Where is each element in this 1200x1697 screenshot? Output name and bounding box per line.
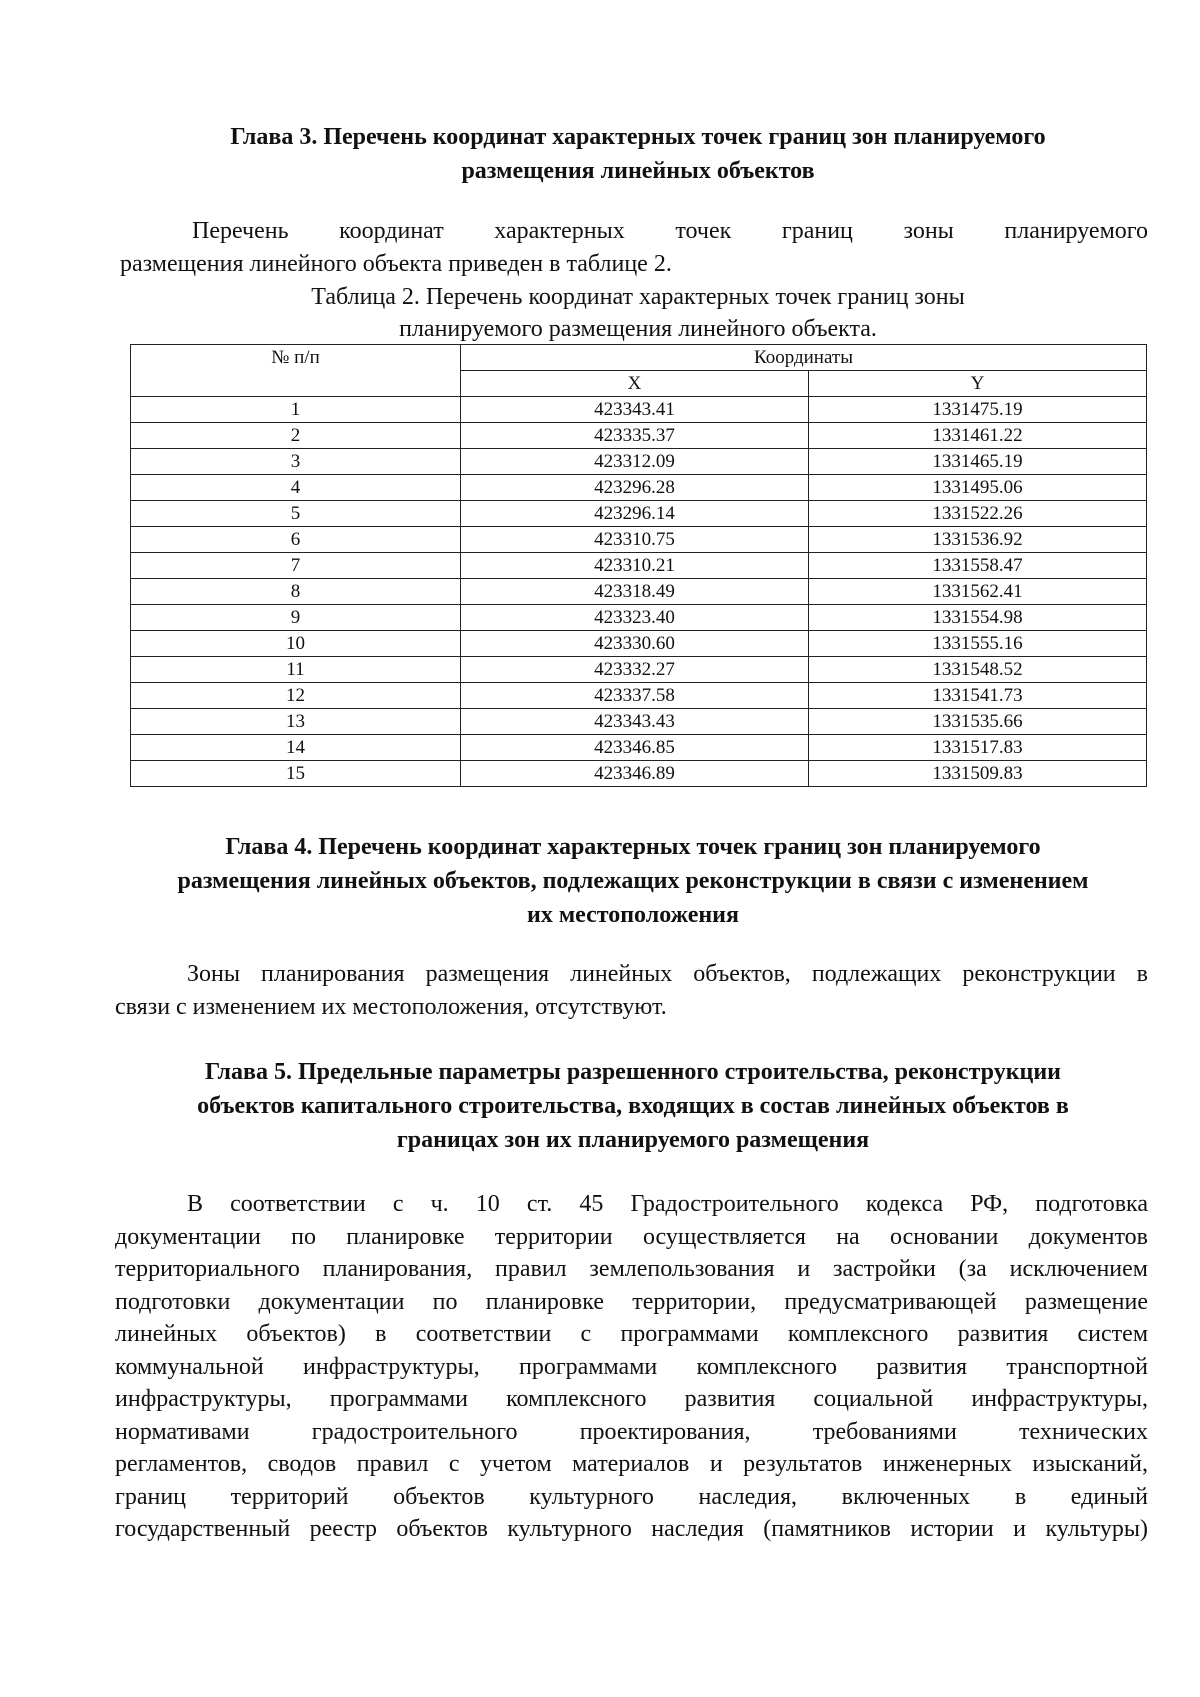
chapter-4-text — [115, 958, 1148, 1024]
chapter-4-heading-line: Глава 4. Перечень координат характерных точек границ зон планируемого — [225, 834, 1041, 860]
table-row — [131, 631, 1147, 657]
chapter-5-text — [115, 1188, 1148, 1546]
chapter-3-heading — [130, 120, 1146, 188]
chapter-4-text-line: Зоны планирования размещения линейных объектов, подлежащих реконструкции в — [187, 961, 1148, 987]
cell-number: 10 — [131, 631, 461, 657]
column-header-coordinates: Координаты — [461, 345, 1147, 371]
cell-number: 1 — [131, 397, 461, 423]
cell-number: 11 — [131, 657, 461, 683]
chapter-5-heading-line: объектов капитального строительства, входящих в состав линейных объектов в — [197, 1093, 1069, 1119]
cell-y: 1331548.52 — [809, 657, 1147, 683]
cell-number: 3 — [131, 449, 461, 475]
chapter-5-heading — [110, 1055, 1156, 1157]
chapter-3-intro-line: размещения линейного объекта приведен в таблице 2. — [120, 251, 672, 277]
cell-x: 423318.49 — [461, 579, 809, 605]
chapter-5-text-line: границ территорий объектов культурного наследия, включенных в единый — [115, 1483, 1148, 1510]
table-2-caption-line: Таблица 2. Перечень координат характерных точек границ зоны — [311, 284, 965, 310]
table-row — [131, 553, 1147, 579]
cell-x: 423310.75 — [461, 527, 809, 553]
chapter-5-text-line: подготовки документации по планировке территории, предусматривающей размещение — [115, 1288, 1148, 1315]
column-header-x: X — [461, 371, 809, 397]
chapter-5-text-line: В соответствии с ч. 10 ст. 45 Градостроительного кодекса РФ, подготовка — [187, 1191, 1148, 1217]
cell-x: 423296.14 — [461, 501, 809, 527]
cell-x: 423337.58 — [461, 683, 809, 709]
cell-y: 1331558.47 — [809, 553, 1147, 579]
cell-y: 1331461.22 — [809, 423, 1147, 449]
cell-x: 423335.37 — [461, 423, 809, 449]
chapter-4-heading-line: размещения линейных объектов, подлежащих реконструкции в связи с изменением — [177, 868, 1089, 894]
cell-number: 15 — [131, 761, 461, 787]
cell-y: 1331535.66 — [809, 709, 1147, 735]
table-row — [131, 397, 1147, 423]
cell-x: 423330.60 — [461, 631, 809, 657]
chapter-5-text-line: линейных объектов) в соответствии с программами комплексного развития систем — [115, 1321, 1148, 1347]
table-row — [131, 683, 1147, 709]
table-row — [131, 605, 1147, 631]
cell-y: 1331522.26 — [809, 501, 1147, 527]
table-header-row — [131, 345, 1147, 371]
cell-x: 423296.28 — [461, 475, 809, 501]
cell-y: 1331555.16 — [809, 631, 1147, 657]
table-row — [131, 475, 1147, 501]
cell-number: 4 — [131, 475, 461, 501]
cell-y: 1331465.19 — [809, 449, 1147, 475]
cell-number: 13 — [131, 709, 461, 735]
chapter-5-heading-line: Глава 5. Предельные параметры разрешенного строительства, реконструкции — [204, 1059, 1062, 1085]
chapter-5-heading-line: границах зон их планируемого размещения — [396, 1127, 870, 1153]
cell-number: 5 — [131, 501, 461, 527]
cell-number: 14 — [131, 735, 461, 761]
table-row — [131, 735, 1147, 761]
chapter-4-heading — [110, 830, 1156, 932]
table-row — [131, 449, 1147, 475]
chapter-5-text-line: инфраструктуры, программами комплексного развития социальной инфраструктуры, — [115, 1386, 1148, 1412]
chapter-3-intro — [120, 215, 1148, 281]
table-row — [131, 761, 1147, 787]
cell-y: 1331562.41 — [809, 579, 1147, 605]
table-row — [131, 423, 1147, 449]
chapter-5-text-line: документации по планировке территории осуществляется на основании документов — [115, 1223, 1148, 1250]
cell-x: 423346.89 — [461, 761, 809, 787]
cell-y: 1331541.73 — [809, 683, 1147, 709]
cell-x: 423346.85 — [461, 735, 809, 761]
cell-y: 1331495.06 — [809, 475, 1147, 501]
cell-x: 423310.21 — [461, 553, 809, 579]
chapter-5-text-line: государственный реестр объектов культурного наследия (памятников истории и культуры) — [115, 1516, 1148, 1542]
cell-number: 8 — [131, 579, 461, 605]
chapter-3-heading-line: размещения линейных объектов — [461, 158, 815, 184]
table-row — [131, 527, 1147, 553]
table-row — [131, 709, 1147, 735]
table-row — [131, 501, 1147, 527]
chapter-4-heading-line: их местоположения — [526, 902, 739, 928]
cell-x: 423323.40 — [461, 605, 809, 631]
cell-number: 12 — [131, 683, 461, 709]
cell-number: 9 — [131, 605, 461, 631]
coordinates-table — [130, 344, 1147, 787]
cell-number: 6 — [131, 527, 461, 553]
chapter-4-text-line: связи с изменением их местоположения, отсутствуют. — [115, 994, 667, 1020]
coordinates-table-body — [131, 397, 1147, 787]
cell-x: 423312.09 — [461, 449, 809, 475]
chapter-5-text-line: регламентов, сводов правил с учетом материалов и результатов инженерных изысканий, — [115, 1451, 1148, 1477]
cell-x: 423343.43 — [461, 709, 809, 735]
cell-x: 423332.27 — [461, 657, 809, 683]
table-row — [131, 579, 1147, 605]
cell-number: 7 — [131, 553, 461, 579]
table-2-caption-line: планируемого размещения линейного объекта. — [399, 316, 877, 342]
table-row — [131, 657, 1147, 683]
cell-y: 1331554.98 — [809, 605, 1147, 631]
column-header-number: № п/п — [131, 345, 461, 397]
table-2-caption — [130, 281, 1146, 345]
cell-y: 1331509.83 — [809, 761, 1147, 787]
cell-y: 1331475.19 — [809, 397, 1147, 423]
column-header-y: Y — [809, 371, 1147, 397]
cell-y: 1331536.92 — [809, 527, 1147, 553]
chapter-5-text-line: территориального планирования, правил землепользования и застройки (за исключением — [115, 1256, 1148, 1282]
chapter-3-heading-line: Глава 3. Перечень координат характерных точек границ зон планируемого — [230, 124, 1046, 150]
chapter-5-text-line: нормативами градостроительного проектирования, требованиями технических — [115, 1418, 1148, 1445]
chapter-3-intro-line: Перечень координат характерных точек границ зоны планируемого — [192, 218, 1148, 244]
chapter-5-text-line: коммунальной инфраструктуры, программами комплексного развития транспортной — [115, 1353, 1148, 1380]
cell-x: 423343.41 — [461, 397, 809, 423]
cell-number: 2 — [131, 423, 461, 449]
cell-y: 1331517.83 — [809, 735, 1147, 761]
